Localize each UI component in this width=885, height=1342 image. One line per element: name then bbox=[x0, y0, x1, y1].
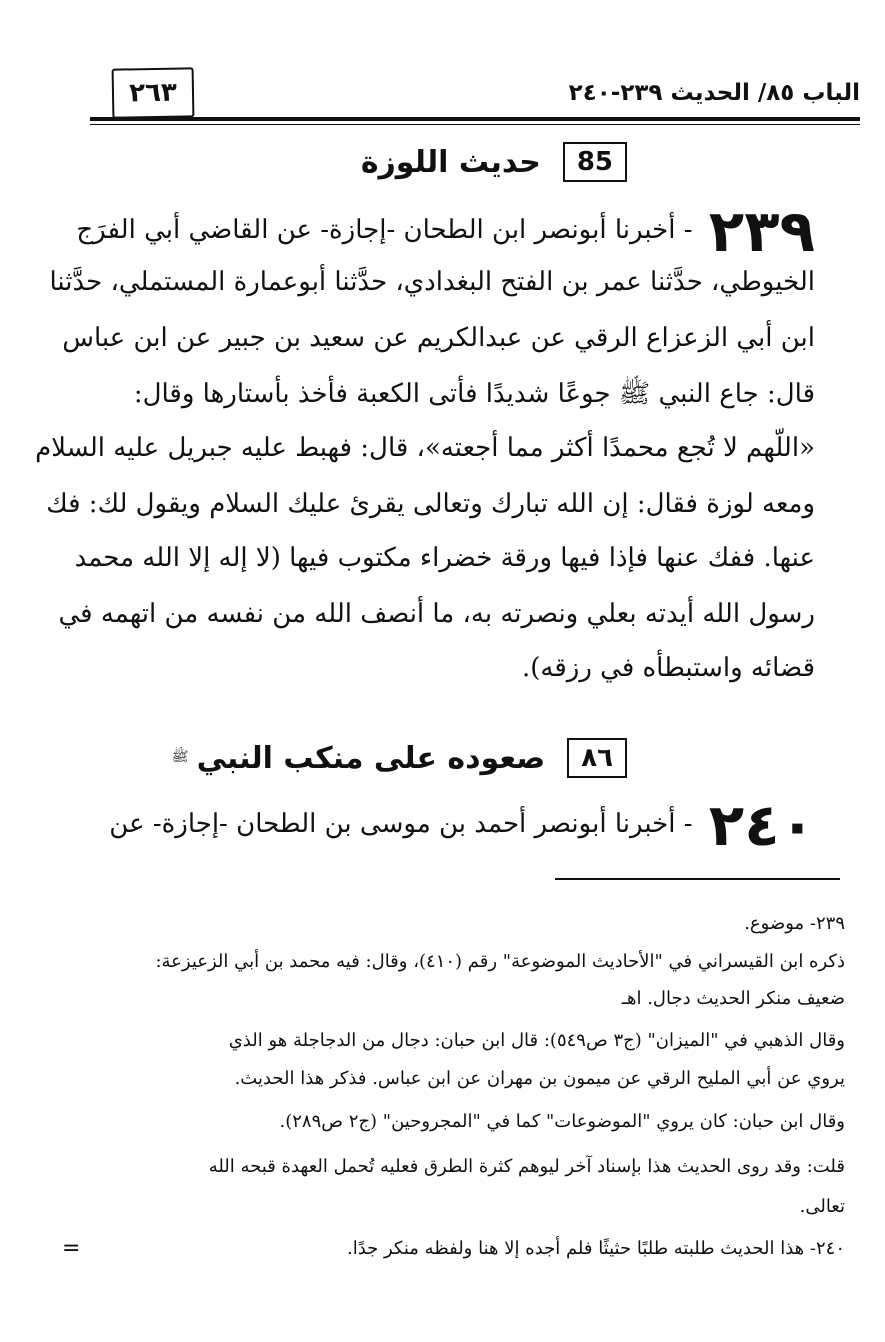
hadith-line: قضائه واستبطأه في رزقه). bbox=[522, 653, 815, 683]
footnote-line: قلت: وقد روى الحديث هذا بإسناد آخر ليوهم كثرة الطرق فعليه تُحمل العهدة قبحه الله bbox=[208, 1156, 845, 1177]
running-header bbox=[90, 60, 860, 130]
chapter-title: حديث اللوزة bbox=[360, 144, 541, 180]
header-rule bbox=[90, 117, 860, 121]
header-rule-thin bbox=[90, 124, 860, 125]
footnote-line: تعالى. bbox=[799, 1196, 845, 1217]
hadith-line bbox=[65, 791, 815, 859]
footnote-separator bbox=[555, 878, 840, 880]
hadith-line bbox=[65, 197, 815, 265]
footnote-line: وقال ابن حبان: كان يروي "الموضوعات" كما في "المجروحين" (ج٢ ص٢٨٩). bbox=[279, 1111, 845, 1132]
hadith-number: ٢٤٠ bbox=[708, 791, 815, 859]
honorific: ﷺ bbox=[171, 749, 189, 765]
page-number: ٢٦٣ bbox=[112, 67, 195, 118]
chapter-86-heading bbox=[172, 738, 627, 778]
hadith-text: - أخبرنا أبونصر ابن الطحان -إجازة- عن القاضي أبي الفرَج bbox=[76, 215, 693, 245]
running-title: الباب ٨٥/ الحديث ٢٣٩-٢٤٠ bbox=[568, 80, 860, 106]
hadith-line: ومعه لوزة فقال: إن الله تبارك وتعالى يقرئ عليك السلام ويقول لك: فك bbox=[46, 489, 815, 519]
footnote-line: ٢٤٠- هذا الحديث طلبته طلبًا حثيثًا فلم أجده إلا هنا ولفظه منكر جدًا. bbox=[346, 1238, 845, 1259]
hadith-line: عنها. ففك عنها فإذا فيها ورقة خضراء مكتوب فيها (لا إله إلا الله محمد bbox=[74, 543, 815, 573]
hadith-number: ٢٣٩ bbox=[708, 197, 815, 265]
footnote-line: ٢٣٩- موضوع. bbox=[744, 913, 845, 934]
footnote-line: وقال الذهبي في "الميزان" (ج٣ ص٥٤٩): قال ابن حبان: دجال من الدجاجلة هو الذي bbox=[228, 1030, 845, 1051]
chapter-85-heading bbox=[361, 142, 627, 182]
hadith-line: رسول الله أيدته بعلي ونصرته به، ما أنصف الله من نفسه من اتهمه في bbox=[58, 599, 815, 629]
chapter-number: 85 bbox=[563, 142, 627, 182]
hadith-text: - أخبرنا أبونصر أحمد بن موسى بن الطحان -إجازة- عن bbox=[109, 809, 693, 839]
footnote-line: ذكره ابن القيسراني في "الأحاديث الموضوعة" رقم (٤١٠)، وقال: فيه محمد بن أبي الزعيزعة: bbox=[155, 951, 845, 972]
hadith-line: قال: جاع النبي ﷺ جوعًا شديدًا فأتى الكعبة فأخذ بأستارها وقال: bbox=[133, 379, 815, 409]
hadith-line: «اللّهم لا تُجع محمدًا أكثر مما أجعته»، قال: فهبط عليه جبريل عليه السلام bbox=[35, 433, 815, 463]
chapter-number: ٨٦ bbox=[567, 738, 627, 778]
hadith-line: ابن أبي الزعزاع الرقي عن عبدالكريم عن سعيد بن جبير عن ابن عباس bbox=[62, 323, 815, 353]
margin-mark: = bbox=[62, 1236, 81, 1261]
hadith-line: الخيوطي، حدَّثنا عمر بن الفتح البغدادي، حدَّثنا أبوعمارة المستملي، حدَّثنا bbox=[49, 267, 815, 297]
chapter-title: صعوده على منكب النبي bbox=[196, 740, 546, 776]
footnote-line: ضعيف منكر الحديث دجال. اهـ bbox=[621, 988, 845, 1009]
footnote-line: يروي عن أبي المليح الرقي عن ميمون بن مهران عن ابن عباس. فذكر هذا الحديث. bbox=[234, 1068, 845, 1089]
